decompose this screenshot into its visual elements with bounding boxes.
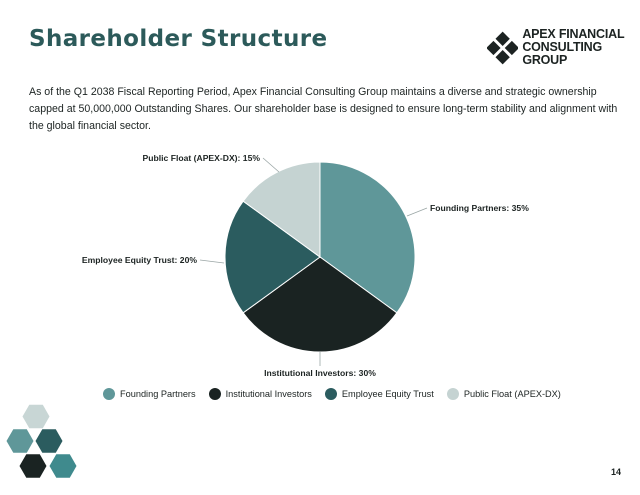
legend-swatch [325, 388, 337, 400]
logo-line-1: APEX FINANCIAL [522, 27, 625, 41]
legend-item-founding-partners [103, 388, 196, 400]
hexagon-shape [23, 405, 50, 428]
data-label-public-float: Public Float (APEX-DX): 15% [142, 153, 260, 163]
legend-item-employee-equity-trust [325, 388, 434, 400]
data-label-founding-partners: Founding Partners: 35% [430, 203, 529, 213]
hexagon-decoration [0, 400, 90, 495]
legend-label: Founding Partners [120, 389, 196, 399]
leader-line-employee-equity-trust [200, 260, 224, 263]
legend-label: Public Float (APEX-DX) [463, 389, 561, 399]
data-label-institutional-investors: Institutional Investors: 30% [264, 368, 376, 378]
page-number: 14 [610, 467, 621, 477]
legend-label: Institutional Investors [225, 389, 312, 399]
intro-paragraph: As of the Q1 2038 Fiscal Reporting Period, Apex Financial Consulting Group maintains a diverse and strategic ownership capped at 50,000,000 Outstanding Shares. Our shareholder base is designed to ensure long-term stability and alignment with the global financial sector. [29, 86, 618, 132]
legend-item-public-float [447, 388, 561, 400]
hexagon-shape [50, 454, 77, 477]
hexagon-shape [20, 454, 47, 477]
legend-item-institutional-investors [209, 388, 312, 400]
leader-line-public-float [263, 158, 279, 172]
data-label-employee-equity-trust: Employee Equity Trust: 20% [81, 255, 197, 265]
legend-label: Employee Equity Trust [341, 389, 434, 399]
chart-legend [103, 388, 574, 400]
page-title: Shareholder Structure [29, 26, 328, 52]
legend-swatch [447, 388, 459, 400]
legend-swatch [209, 388, 221, 400]
logo-line-2: CONSULTING GROUP [522, 40, 603, 67]
leader-line-founding-partners [407, 208, 427, 216]
hexagon-shape [7, 429, 34, 452]
hexagon-shape [36, 429, 63, 452]
legend-swatch [103, 388, 115, 400]
